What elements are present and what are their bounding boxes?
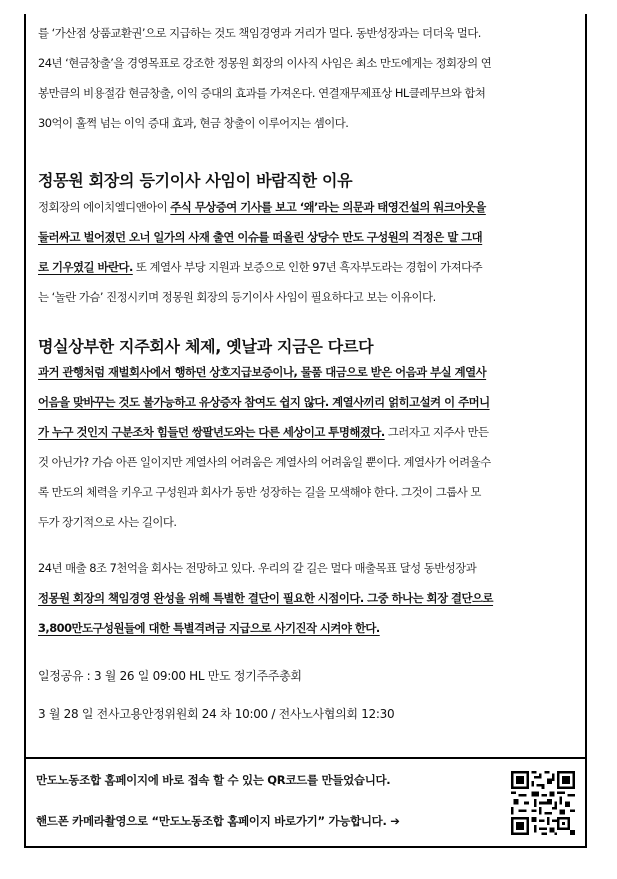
emphasis-text: 정몽원 회장의 책임경영 완성을 위해 특별한 결단이 필요한 시점이다. 그중 하나는 회장 결단으로 — [38, 591, 494, 605]
text-line — [38, 252, 574, 282]
emphasis-text: 주식 무상증여 기사를 보고 ‘왜’라는 의문과 태영건설의 워크아웃을 — [170, 200, 486, 214]
text-line: 두가 장기적으로 사는 길이다. — [38, 515, 177, 529]
section2-body — [38, 357, 574, 537]
schedule-text: 3 월 28 일 전사고용안정위원회 24 차 10:00 / 전사노사협의회 12:30 — [38, 707, 395, 721]
text-line: 봉만큼의 비용절감 현금창출, 이익 증대의 효과를 가져온다. 연결재무제표상 HL클레무브와 합쳐 — [38, 86, 486, 100]
text-line: 30억이 훌쩍 넘는 이익 증대 효과, 현금 창출이 이루어지는 셈이다. — [38, 116, 349, 130]
emphasis-text: 3,800만도구성원들에 대한 특별격려금 지급으로 사기진작 시켜야 한다. — [38, 621, 380, 635]
emphasis-text: 로 기우였길 바란다. — [38, 260, 133, 274]
sales-outlook-paragraph — [38, 553, 574, 643]
text-line — [38, 583, 574, 613]
text-line: 24년 ‘현금창출’을 경영목표로 강조한 정몽원 회장의 이사직 사임은 최소 만도에게는 정회장의 연 — [38, 56, 492, 70]
text-line — [38, 357, 574, 387]
emphasis-text: 어음을 맞바꾸는 것도 불가능하고 유상증자 참여도 쉽지 않다. 계열사끼리 얽히고설켜 이 주머니 — [38, 395, 490, 409]
section-heading: 명실상부한 지주회사 체제, 옛날과 지금은 다르다 — [38, 337, 374, 356]
plain-text: 그러자고 지주사 만든 — [384, 425, 489, 439]
text-line — [38, 417, 574, 447]
emphasis-text: 둘러싸고 벌어졌던 오너 일가의 사재 출연 이슈를 떠올린 상당수 만도 구성원의 걱정은 말 그대 — [38, 230, 483, 244]
qr-code-icon[interactable] — [511, 771, 575, 835]
emphasis-text: 과거 관행처럼 재벌회사에서 행하던 상호지급보증이나, 물품 대금으로 받은 어음과 부실 계열사 — [38, 365, 487, 379]
schedule-line — [38, 705, 574, 722]
schedule-text: 일정공유 : 3 월 26 일 09:00 HL 만도 정기주주총회 — [38, 669, 302, 683]
qr-info-box — [24, 757, 587, 848]
qr-info-line: 만도노동조합 홈페이지에 바로 접속 할 수 있는 QR코드를 만들었습니다. — [36, 773, 391, 787]
text-line — [38, 222, 574, 252]
section1-body — [38, 192, 574, 312]
text-line: 는 ‘놀란 가슴’ 진정시키며 정몽원 회장의 등기이사 사임이 필요하다고 보는 이유이다. — [38, 290, 436, 304]
text-line: 록 만도의 체력을 키우고 구성원과 회사가 동반 성장하는 길을 모색해야 한다. 그것이 그룹사 모 — [38, 485, 481, 499]
emphasis-text: 가 누구 것인지 구분조차 힘들던 쌍팔년도와는 다른 세상이고 투명해졌다. — [38, 425, 385, 439]
plain-text: 정회장의 에이치엘디앤아이 — [38, 200, 171, 214]
section-holding-company — [38, 334, 574, 357]
section-resignation-reason — [38, 168, 574, 191]
intro-paragraph — [38, 18, 574, 138]
text-line: 를 ‘가산점 상품교환권’으로 지급하는 것도 책임경영과 거리가 멀다. 동반성장과는 더더욱 멀다. — [38, 26, 481, 40]
text-line: 24년 매출 8조 7천억을 회사는 전망하고 있다. 우리의 갈 길은 멀다 매출목표 달성 동반성장과 — [38, 561, 477, 575]
plain-text: 또 계열사 부당 지원과 보증으로 인한 97년 흑자부도라는 경험이 가져다주 — [132, 260, 483, 274]
text-line: 것 아닌가? 가슴 아픈 일이지만 계열사의 어려움은 계열사의 어려움일 뿐이다. 계열사가 어려울수 — [38, 455, 491, 469]
section-heading: 정몽원 회장의 등기이사 사임이 바람직한 이유 — [38, 171, 353, 190]
text-line — [38, 613, 574, 643]
schedule-line — [38, 667, 574, 684]
text-line — [38, 192, 574, 222]
text-line — [38, 387, 574, 417]
qr-info-line: 핸드폰 카메라촬영으로 “만도노동조합 홈페이지 바로가기” 가능합니다. ➔ — [36, 814, 400, 828]
